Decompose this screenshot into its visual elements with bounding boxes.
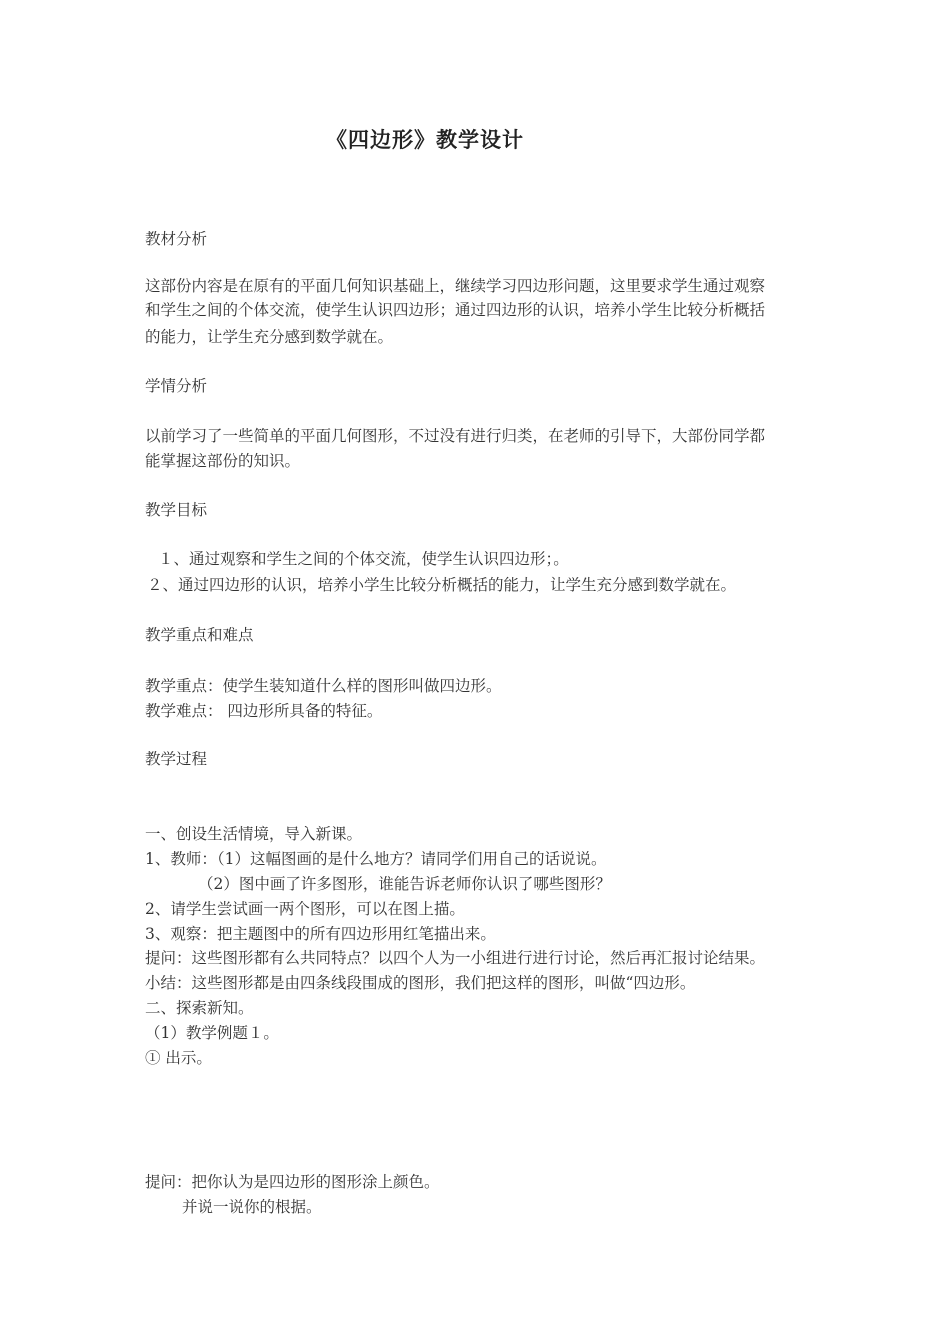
section-heading-key-points: 教学重点和难点: [145, 626, 254, 644]
process-line: 提问：这些图形都有么共同特点？以四个人为一小组进行进行讨论，然后再汇报讨论结果。: [145, 949, 766, 967]
paragraph-line: 和学生之间的个体交流，使学生认识四边形；通过四边形的认识，培养小学生比较分析概括: [145, 301, 766, 319]
section-heading-student: 学情分析: [145, 377, 208, 395]
process-line: 提问：把你认为是四边形的图形涂上颜色。: [145, 1173, 440, 1191]
paragraph-line: 以前学习了一些简单的平面几何图形，不过没有进行归类，在老师的引导下，大部份同学都: [145, 427, 766, 445]
document-title: 《四边形》教学设计: [326, 127, 524, 152]
paragraph-line: 这部份内容是在原有的平面几何知识基础上，继续学习四边形问题，这里要求学生通过观察: [145, 277, 766, 295]
goal-item-1: １、通过观察和学生之间的个体交流，使学生认识四边形；。: [158, 550, 569, 568]
goal-item-2: ２、通过四边形的认识，培养小学生比较分析概括的能力，让学生充分感到数学就在。: [147, 576, 737, 594]
section-heading-goals: 教学目标: [145, 501, 208, 519]
process-line: （1）教学例题１。: [145, 1024, 279, 1042]
process-line: ① 出示。: [145, 1049, 212, 1067]
process-line: 3、观察：把主题图中的所有四边形用红笔描出来。: [145, 925, 496, 943]
process-line: （2）图中画了许多图形，谁能告诉老师你认识了哪些图形？: [198, 875, 611, 893]
process-line: 1、教师：（1）这幅图画的是什么地方？请同学们用自己的话说说。: [145, 850, 607, 868]
process-line: 一、创设生活情境，导入新课。: [145, 825, 363, 843]
paragraph-line: 的能力，让学生充分感到数学就在。: [145, 328, 394, 346]
process-line: 二、探索新知。: [145, 999, 254, 1017]
difficult-point: 教学难点： 四边形所具备的特征。: [145, 702, 383, 720]
process-line: 小结：这些图形都是由四条线段围成的图形，我们把这样的图形，叫做“四边形。: [145, 974, 696, 992]
process-line: 2、请学生尝试画一两个图形，可以在图上描。: [145, 900, 465, 918]
process-line: 并说一说你的根据。: [182, 1198, 322, 1216]
key-point: 教学重点：使学生装知道什么样的图形叫做四边形。: [145, 677, 502, 695]
section-heading-material: 教材分析: [145, 230, 208, 248]
paragraph-line: 能掌握这部份的知识。: [145, 452, 301, 470]
section-heading-process: 教学过程: [145, 750, 208, 768]
